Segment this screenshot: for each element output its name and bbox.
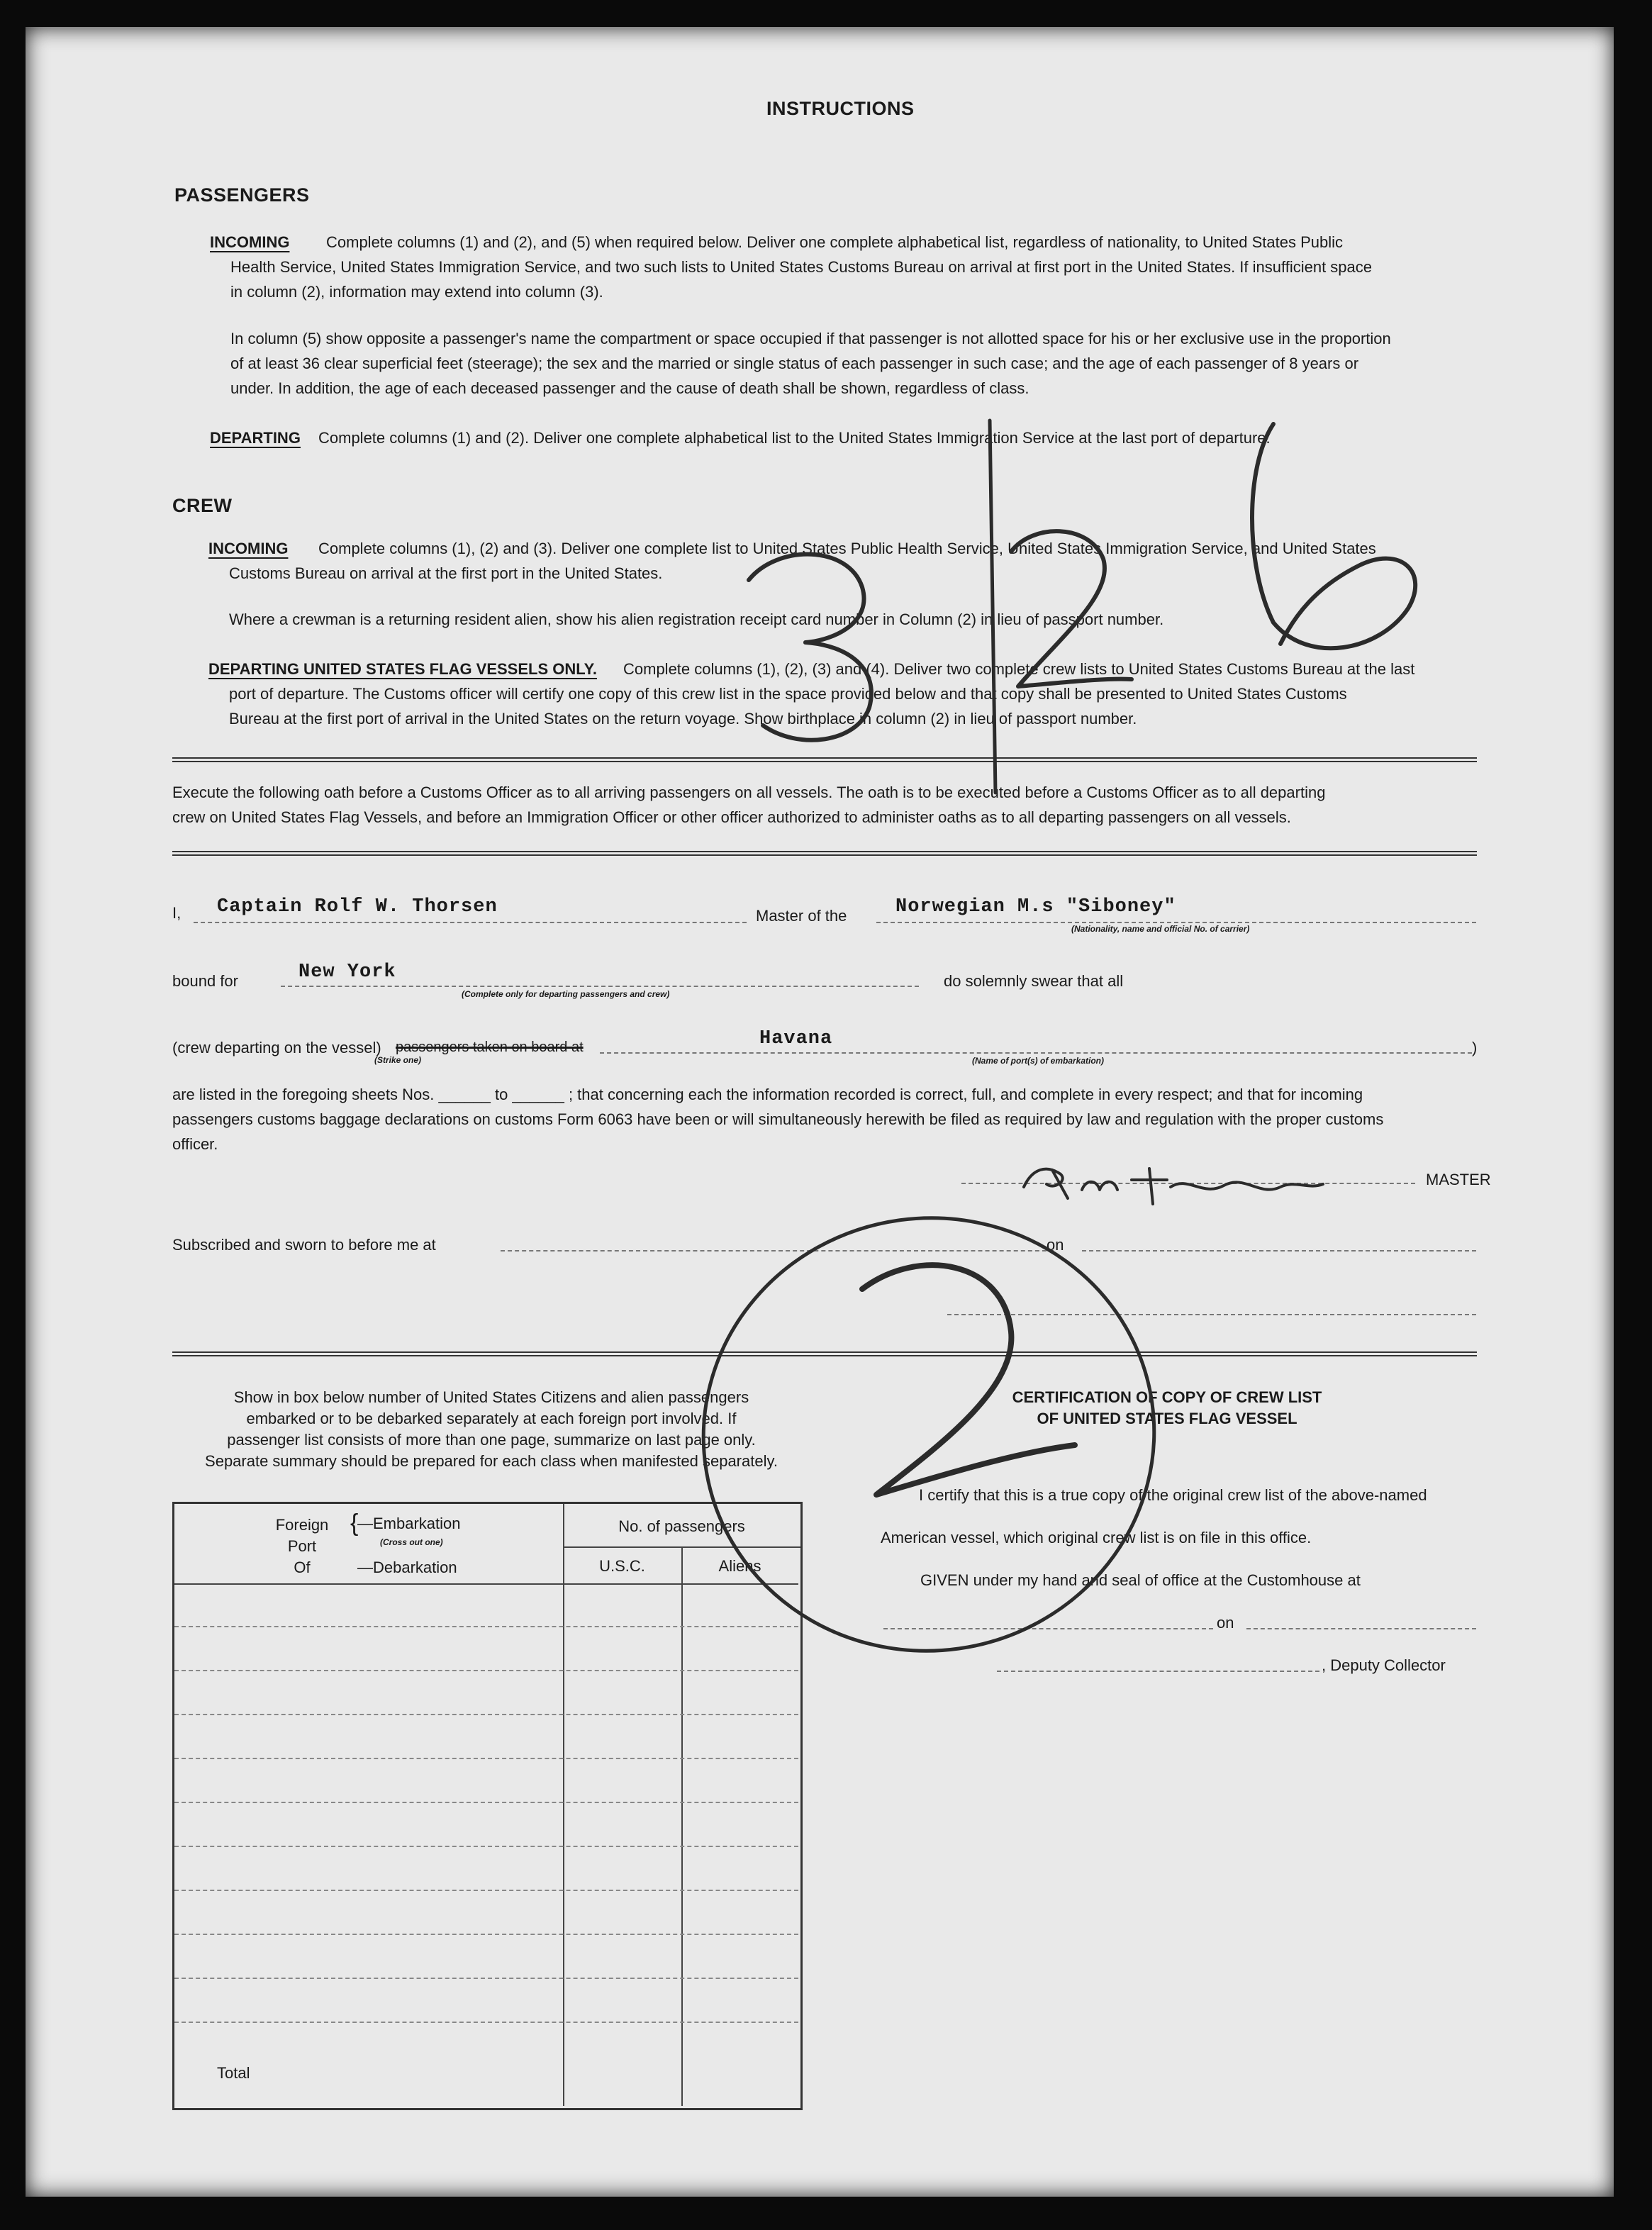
foreign-label: Foreign <box>275 1516 329 1534</box>
deputy-collector-label: , Deputy Collector <box>1322 1656 1446 1674</box>
summary-line: embarked or to be debarked separately at each foreign port involved. If <box>246 1410 737 1427</box>
struck-option: passengers taken on board at <box>396 1039 584 1055</box>
bound-caption: (Complete only for departing passengers and crew) <box>462 989 670 999</box>
crew-departing-label: (crew departing on the vessel) <box>172 1039 381 1057</box>
vessel-caption: (Nationality, name and official No. of carrier) <box>1071 924 1250 934</box>
circled-digit-2 <box>862 1265 1075 1495</box>
crew-departing-label: DEPARTING UNITED STATES FLAG VESSELS ONLY. <box>208 660 598 678</box>
handwritten-digit-6 <box>1252 424 1415 648</box>
listed-line: passengers customs baggage declarations on customs Form 6063 have been or will simultaneously herewith be filed as required by law and regulation with the proper customs <box>172 1110 1384 1128</box>
certification-title: CERTIFICATION OF COPY OF CREW LIST <box>1012 1388 1322 1406</box>
no-of-passengers-label: No. of passengers <box>618 1517 745 1535</box>
bound-for-label: bound for <box>172 972 238 990</box>
captain-name: Captain Rolf W. Thorsen <box>217 896 498 918</box>
crew-departing-line: port of departure. The Customs officer will certify one copy of this crew list in the space provided below and that copy shall be presented to United States Customs <box>229 685 1347 703</box>
summary-line: Separate summary should be prepared for each class when manifested separately. <box>205 1452 778 1470</box>
total-label: Total <box>217 2064 250 2082</box>
oath-instruction-line: Execute the following oath before a Customs Officer as to all arriving passengers on all vessels. The oath is to be executed before a Customs Officer as to all departing <box>172 784 1326 801</box>
passengers-incoming-line: Complete columns (1) and (2), and (5) when required below. Deliver one complete alphabetical list, regardless of nationality, to United States Public <box>326 233 1344 251</box>
passengers-incoming-line: in column (2), information may extend into column (3). <box>230 283 603 301</box>
aliens-label: Aliens <box>718 1557 761 1575</box>
port-value: Havana <box>759 1028 833 1049</box>
subscribed-label: Subscribed and sworn to before me at <box>172 1236 436 1254</box>
passengers-departing-label: DEPARTING <box>210 429 301 447</box>
of-label: Of <box>294 1559 311 1576</box>
cert-on-label: on <box>1217 1614 1234 1632</box>
crew-heading: CREW <box>172 495 233 516</box>
passengers-heading: PASSENGERS <box>174 184 310 206</box>
crew-incoming-line: Complete columns (1), (2) and (3). Deliver one complete list to United States Public Health Service, United States Immigration Service, and United States <box>318 540 1376 557</box>
close-paren: ) <box>1472 1039 1478 1057</box>
strike-caption: (Strike one) <box>374 1055 422 1065</box>
crew-departing-line: Bureau at the first port of arrival in the United States on the return voyage. Show birthplace in column (2) in lieu of passport number. <box>229 710 1137 727</box>
summary-line: Show in box below number of United States Citizens and alien passengers <box>233 1388 749 1406</box>
bracket-glyph: { <box>350 1510 359 1537</box>
master-label: MASTER <box>1426 1171 1491 1188</box>
handwritten-digit-1 <box>990 420 995 793</box>
passengers-incoming-label: INCOMING <box>210 233 290 251</box>
listed-line: are listed in the foregoing sheets Nos. ______ to ______ ; that concerning each the information recorded is correct, full, and complete in every respect; and that for incoming <box>172 1086 1363 1103</box>
port-label: Port <box>287 1537 317 1555</box>
handwritten-digit-3 <box>749 554 871 740</box>
crew-incoming-label: INCOMING <box>208 540 289 557</box>
usc-label: U.S.C. <box>599 1557 645 1575</box>
port-caption: (Name of port(s) of embarkation) <box>972 1056 1105 1066</box>
crew-departing-line: Complete columns (1), (2), (3) and (4). Deliver two complete crew lists to United States Customs Bureau at the last <box>623 660 1415 678</box>
crew-incoming-line: Customs Bureau on arrival at the first port in the United States. <box>229 564 663 582</box>
embarkation-label: —Embarkation <box>357 1515 461 1532</box>
oath-instruction-line: crew on United States Flag Vessels, and before an Immigration Officer or other officer authorized to administer oaths as to all departing passengers on all vessels. <box>172 808 1291 826</box>
on-label: on <box>1047 1236 1064 1254</box>
swear-text: do solemnly swear that all <box>944 972 1124 990</box>
given-text: GIVEN under my hand and seal of office at the Customhouse at <box>920 1571 1361 1589</box>
column5-line: In column (5) show opposite a passenger's name the compartment or space occupied if that passenger is not allotted space for his or her exclusive use in the proportion <box>230 330 1391 347</box>
passengers-incoming-line: Health Service, United States Immigration Service, and two such lists to United States Customs Bureau on arrival at first port in the United States. If insufficient space <box>230 258 1373 276</box>
passengers-departing-text: Complete columns (1) and (2). Deliver one complete alphabetical list to the United States Immigration Service at the last port of departure. <box>318 429 1271 447</box>
document-page <box>26 27 1614 2197</box>
oath-i-label: I, <box>172 904 182 922</box>
summary-line: passenger list consists of more than one page, summarize on last page only. <box>227 1431 756 1449</box>
certify-line: American vessel, which original crew list is on file in this office. <box>881 1529 1312 1546</box>
instructions-title: INSTRUCTIONS <box>766 98 915 119</box>
handwriting-overlay <box>26 27 1614 2197</box>
bound-for-value: New York <box>298 961 396 983</box>
column5-line: under. In addition, the age of each deceased passenger and the cause of death shall be shown, regardless of class. <box>230 379 1029 397</box>
master-signature <box>1024 1169 1323 1204</box>
debarkation-label: —Debarkation <box>357 1559 457 1576</box>
listed-line: officer. <box>172 1135 218 1153</box>
handwritten-digit-2 <box>1011 531 1132 686</box>
certify-line: I certify that this is a true copy of the original crew list of the above-named <box>919 1486 1427 1504</box>
certification-title: OF UNITED STATES FLAG VESSEL <box>1037 1410 1297 1427</box>
master-of-label: Master of the <box>756 907 847 925</box>
vessel-name: Norwegian M.s "Siboney" <box>895 896 1176 918</box>
column5-line: of at least 36 clear superficial feet (steerage); the sex and the married or single status of each passenger in such case; and the age of each passenger of 8 years or <box>230 355 1359 372</box>
cross-out-caption: (Cross out one) <box>380 1537 443 1547</box>
returning-alien-text: Where a crewman is a returning resident alien, show his alien registration receipt card number in Column (2) in lieu of passport number. <box>229 611 1164 628</box>
